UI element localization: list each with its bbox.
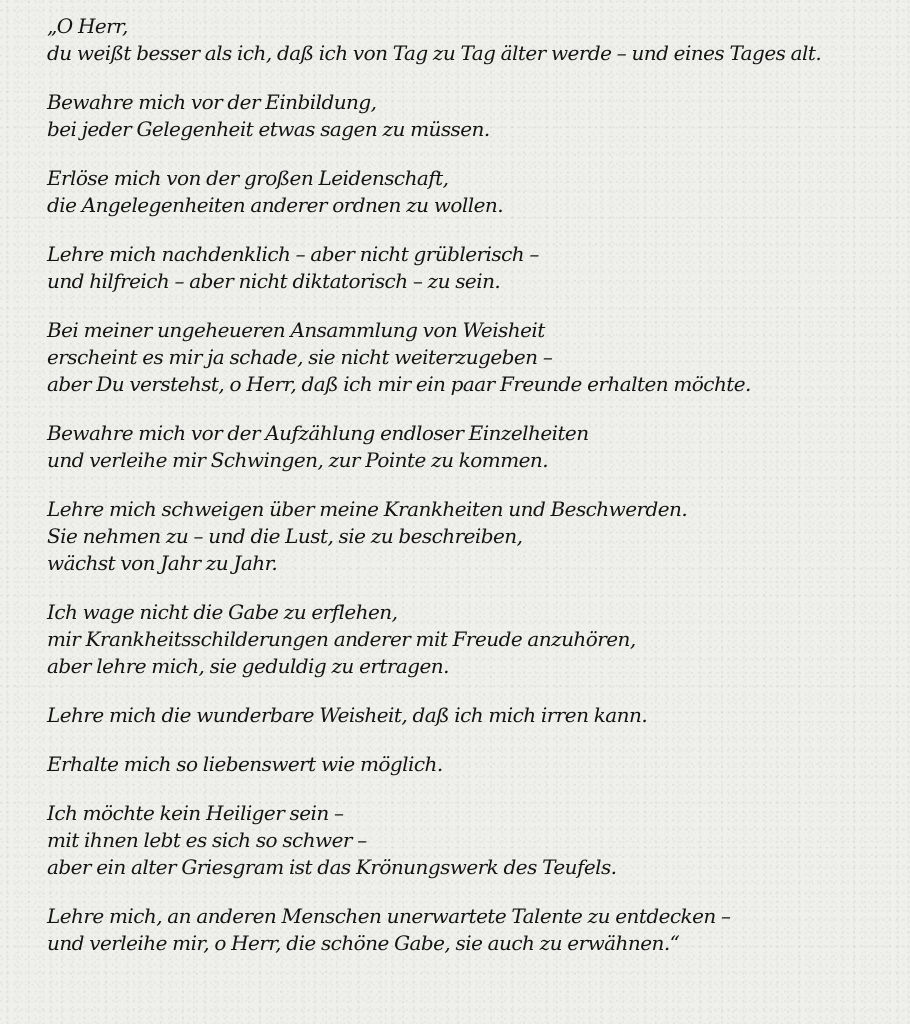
stanza-12 [47,903,897,957]
poem-line: wächst von Jahr zu Jahr. [47,551,278,575]
stanza-1 [47,13,897,67]
poem-line: Erhalte mich so liebenswert wie möglich. [47,752,443,776]
stanza-10 [47,751,897,778]
stanza-7 [47,496,897,577]
poem-page [47,13,897,979]
poem-line: Bewahre mich vor der Einbildung, [47,90,377,114]
poem-line: aber ein alter Griesgram ist das Krönungswerk des Teufels. [47,855,617,879]
poem-line: mir Krankheitsschilderungen anderer mit Freude anzuhören, [47,627,636,651]
stanza-2 [47,89,897,143]
poem-line: Lehre mich, an anderen Menschen unerwartete Talente zu entdecken – [47,904,731,928]
stanza-3 [47,165,897,219]
poem-line: aber lehre mich, sie geduldig zu ertragen. [47,654,449,678]
poem-line: und verleihe mir, o Herr, die schöne Gabe, sie auch zu erwähnen.“ [47,931,680,955]
stanza-4 [47,241,897,295]
stanza-5 [47,317,897,398]
poem-line: bei jeder Gelegenheit etwas sagen zu müssen. [47,117,490,141]
poem-line: Lehre mich nachdenklich – aber nicht grüblerisch – [47,242,539,266]
poem-line: Bewahre mich vor der Aufzählung endloser Einzelheiten [47,421,589,445]
stanza-8 [47,599,897,680]
poem-line: die Angelegenheiten anderer ordnen zu wollen. [47,193,504,217]
poem-line: mit ihnen lebt es sich so schwer – [47,828,367,852]
stanza-9 [47,702,897,729]
poem-line: und hilfreich – aber nicht diktatorisch – zu sein. [47,269,501,293]
poem-line: erscheint es mir ja schade, sie nicht weiterzugeben – [47,345,553,369]
poem-line: du weißt besser als ich, daß ich von Tag zu Tag älter werde – und eines Tages alt. [47,41,822,65]
poem-line: Lehre mich schweigen über meine Krankheiten und Beschwerden. [47,497,688,521]
poem-line: Lehre mich die wunderbare Weisheit, daß ich mich irren kann. [47,703,648,727]
stanza-6 [47,420,897,474]
stanza-11 [47,800,897,881]
poem-line: Bei meiner ungeheueren Ansammlung von Weisheit [47,318,545,342]
poem-line: Ich wage nicht die Gabe zu erflehen, [47,600,398,624]
poem-line: aber Du verstehst, o Herr, daß ich mir ein paar Freunde erhalten möchte. [47,372,751,396]
poem-line: Sie nehmen zu – und die Lust, sie zu beschreiben, [47,524,523,548]
poem-line: und verleihe mir Schwingen, zur Pointe zu kommen. [47,448,549,472]
poem-line: Erlöse mich von der großen Leidenschaft, [47,166,449,190]
poem-line: Ich möchte kein Heiliger sein – [47,801,344,825]
poem-line: „O Herr, [47,14,128,38]
